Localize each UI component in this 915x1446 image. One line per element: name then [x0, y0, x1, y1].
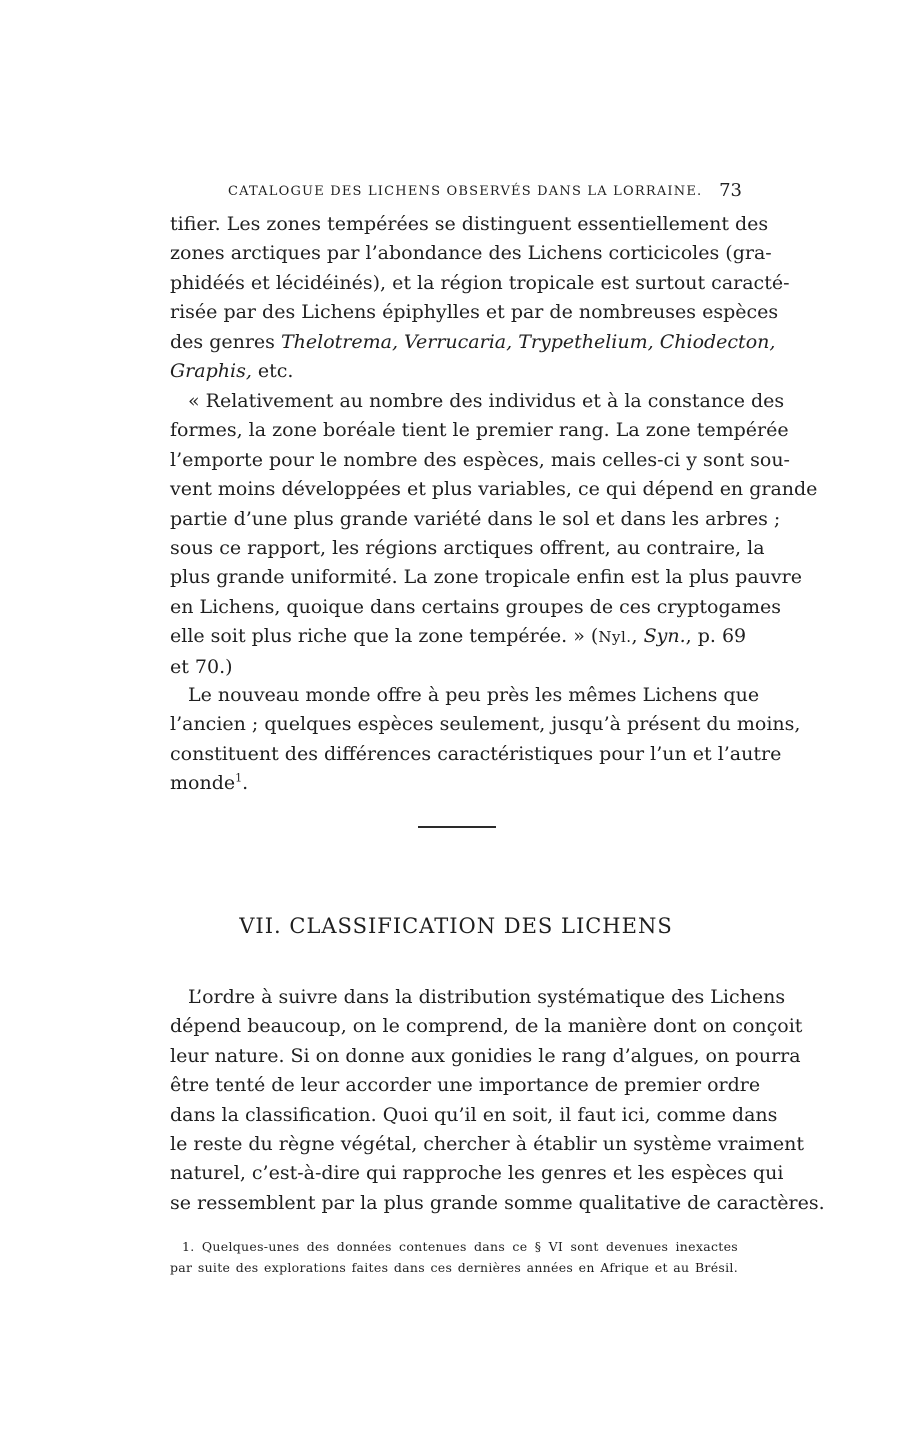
text-line: dépend beaucoup, on le comprend, de la manière dont on conçoit [170, 1015, 803, 1038]
text-line: dans la classification. Quoi qu’il en soit, il faut ici, comme dans [170, 1103, 778, 1126]
citation-author: Nyl. [598, 628, 632, 647]
text-line: phidéés et lécidéinés), et la région tropicale est surtout caracté- [170, 271, 790, 294]
text-line: plus grande uniformité. La zone tropicale enfin est la plus pauvre [170, 566, 802, 589]
footnote-mark: 1 [235, 771, 243, 785]
running-head [170, 180, 742, 204]
footnote-line: par suite des explorations faites dans ces dernières années en Afrique et au Brésil. [170, 1260, 738, 1275]
text-line: l’emporte pour le nombre des espèces, mais celles-ci y sont sou- [170, 448, 790, 471]
text-line: tifier. Les zones tempérées se distinguent essentiellement des [170, 213, 769, 235]
section-divider [418, 826, 496, 828]
genus-name: Trypethelium, [518, 330, 654, 353]
paragraph-zones [170, 210, 790, 386]
text-line: vent moins développées et plus variables, ce qui dépend en grande [170, 478, 818, 501]
text-line: l’ancien ; quelques espèces seulement, jusqu’à présent du moins, [170, 713, 801, 736]
paragraph-new-world [170, 681, 801, 799]
text-line: se ressemblent par la plus grande somme qualitative de caractères. [170, 1191, 825, 1214]
genus-name: Verrucaria, [404, 330, 513, 353]
paragraph-quotation [170, 387, 818, 682]
text-line: zones arctiques par l’abondance des Lichens corticicoles (gra- [170, 242, 772, 265]
text-line-genera: des genres Thelotrema, Verrucaria, Trypethelium, Chiodecton, [170, 330, 776, 353]
text-line: et 70.) [170, 655, 233, 678]
paragraph-classification [170, 983, 825, 1218]
text-line: risée par des Lichens épiphylles et par de nombreuses espèces [170, 301, 779, 324]
running-title: CATALOGUE DES LICHENS OBSERVÉS DANS LA LORRAINE. [228, 184, 703, 199]
citation-work: Syn. [643, 625, 686, 648]
text-line: monde$^1$. [170, 771, 249, 795]
genus-name: Graphis, [170, 360, 252, 383]
text-line: en Lichens, quoique dans certains groupes de ces cryptogames [170, 595, 781, 618]
text-line-citation: elle soit plus riche que la zone tempérée. » (Nyl., Syn., p. 69 [170, 625, 747, 648]
text-line: Graphis, etc. [170, 360, 294, 383]
text-line: leur nature. Si on donne aux gonidies le rang d’algues, on pourra [170, 1044, 801, 1067]
text-line: être tenté de leur accorder une importance de premier ordre [170, 1074, 761, 1097]
section-heading: VII. CLASSIFICATION DES LICHENS [239, 914, 673, 938]
genus-name: Thelotrema, [280, 330, 398, 353]
text-line: naturel, c’est-à-dire qui rapproche les genres et les espèces qui [170, 1162, 784, 1185]
text-line: sous ce rapport, les régions arctiques offrent, au contraire, la [170, 537, 765, 560]
text-line: constituent des différences caractéristiques pour l’un et l’autre [170, 742, 782, 765]
text-line: le reste du règne végétal, chercher à établir un système vraiment [170, 1133, 805, 1156]
footnote-line: 1. Quelques-unes des données contenues dans ce § VI sont devenues inexactes [182, 1239, 738, 1254]
text-line: formes, la zone boréale tient le premier rang. La zone tempérée [170, 419, 789, 442]
footnote [170, 1236, 738, 1278]
page-number: 73 [719, 180, 742, 201]
genus-name: Chiodecton, [659, 330, 776, 353]
text-line: Le nouveau monde offre à peu près les mêmes Lichens que [188, 684, 760, 706]
text-line: partie d’une plus grande variété dans le sol et dans les arbres ; [170, 507, 781, 530]
text-line: L’ordre à suivre dans la distribution systématique des Lichens [188, 986, 786, 1008]
text-line: « Relativement au nombre des individus et à la constance des [188, 390, 785, 412]
